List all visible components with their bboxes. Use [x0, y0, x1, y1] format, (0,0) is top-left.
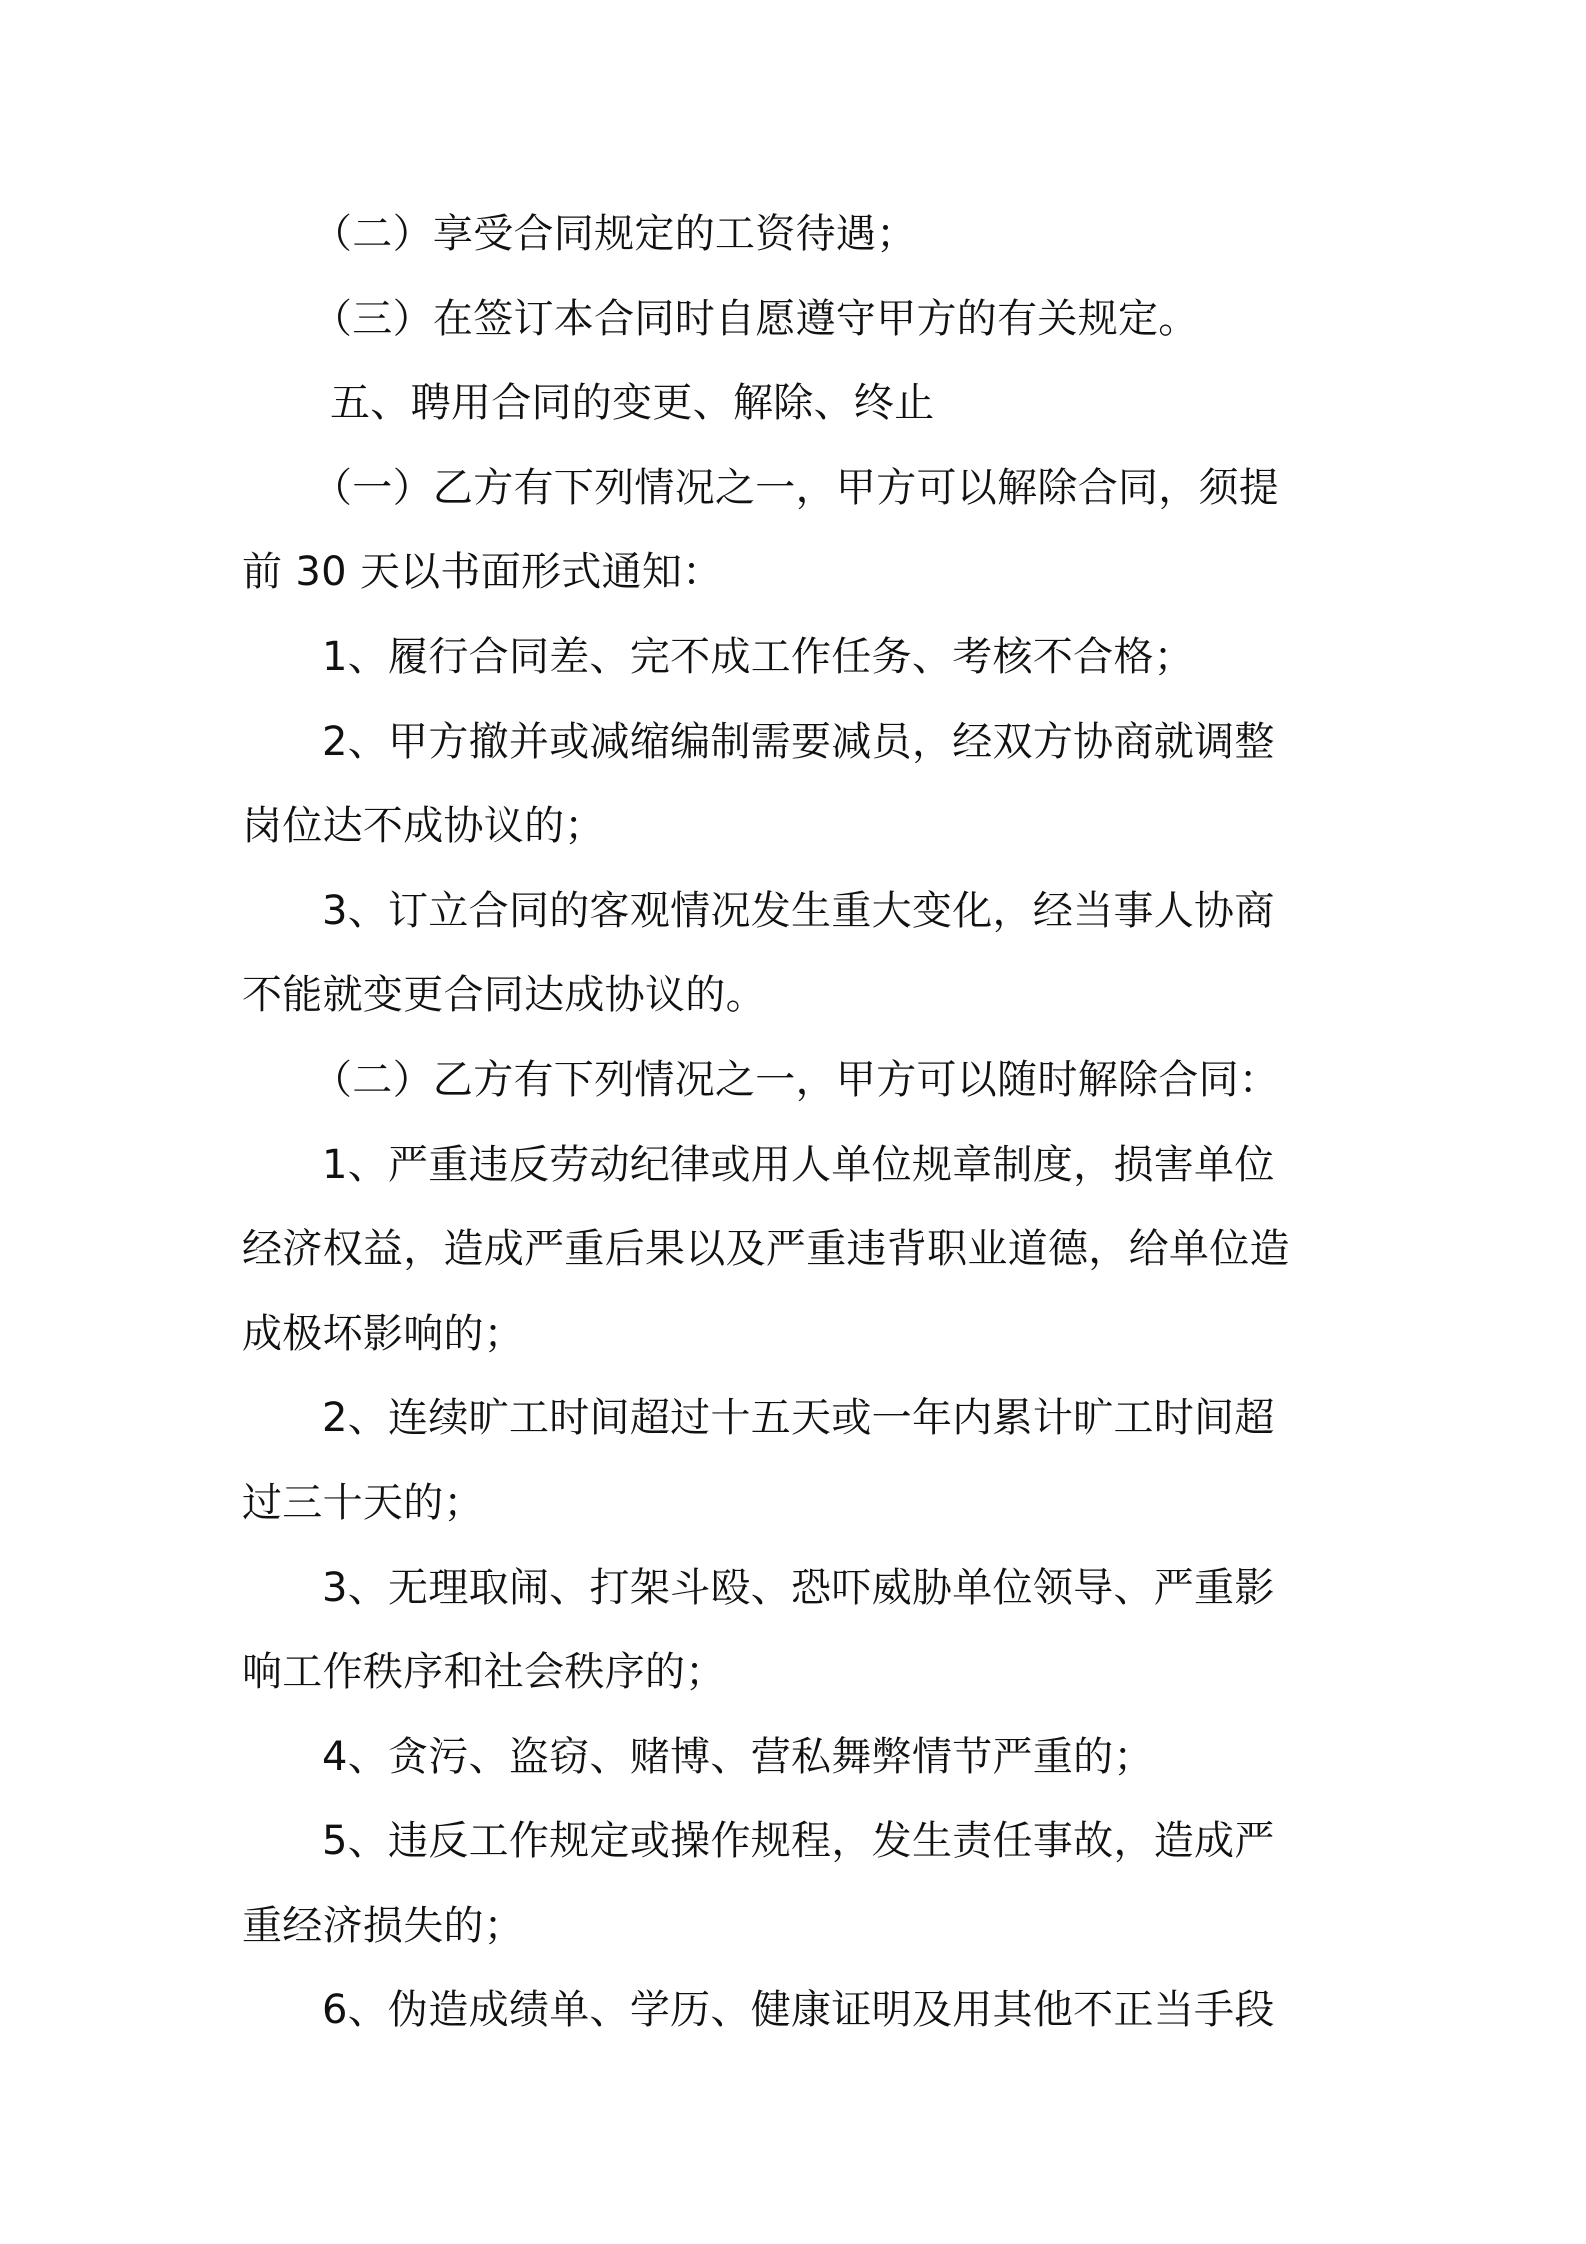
paragraph-line: （二）享受合同规定的工资待遇；: [312, 211, 917, 257]
list-item-line: 经济权益，造成严重后果以及严重违背职业道德，给单位造: [242, 1226, 1290, 1273]
list-item-line: 1、履行合同差、完不成工作任务、考核不合格；: [322, 633, 1195, 680]
list-item-line: 2、连续旷工时间超过十五天或一年内累计旷工时间超: [322, 1395, 1275, 1442]
list-item-line: 不能就变更合同达成协议的。: [242, 972, 766, 1019]
list-item-line: 5、违反工作规定或操作规程，发生责任事故，造成严: [322, 1818, 1275, 1865]
list-item-line: 6、伪造成绩单、学历、健康证明及用其他不正当手段: [322, 1987, 1275, 2034]
list-item-line: 过三十天的；: [242, 1479, 484, 1526]
paragraph-line: （一）乙方有下列情况之一，甲方可以解除合同，须提: [312, 464, 1280, 511]
paragraph-line: 前 30 天以书面形式通知：: [242, 549, 723, 596]
list-item-line: 重经济损失的；: [242, 1902, 525, 1949]
list-item-line: 岗位达不成协议的；: [242, 803, 605, 850]
list-item-line: 4、贪污、盗窃、赌博、营私舞弊情节严重的；: [322, 1733, 1154, 1780]
list-item-line: 响工作秩序和社会秩序的；: [242, 1649, 726, 1696]
list-item-line: 1、严重违反劳动纪律或用人单位规章制度，损害单位: [322, 1141, 1275, 1188]
list-item-line: 3、订立合同的客观情况发生重大变化，经当事人协商: [322, 887, 1275, 934]
list-item-line: 2、甲方撤并或减缩编制需要减员，经双方协商就调整: [322, 718, 1275, 765]
document-body: [242, 192, 1360, 2053]
list-item-line: 3、无理取闹、打架斗殴、恐吓威胁单位领导、严重影: [322, 1564, 1275, 1611]
paragraph-line: （二）乙方有下列情况之一，甲方可以随时解除合同：: [312, 1056, 1280, 1103]
section-heading: 五、聘用合同的变更、解除、终止: [330, 380, 935, 427]
list-item-line: 成极坏影响的；: [242, 1310, 525, 1357]
paragraph-line: （三）在签订本合同时自愿遵守甲方的有关规定。: [312, 295, 1199, 342]
